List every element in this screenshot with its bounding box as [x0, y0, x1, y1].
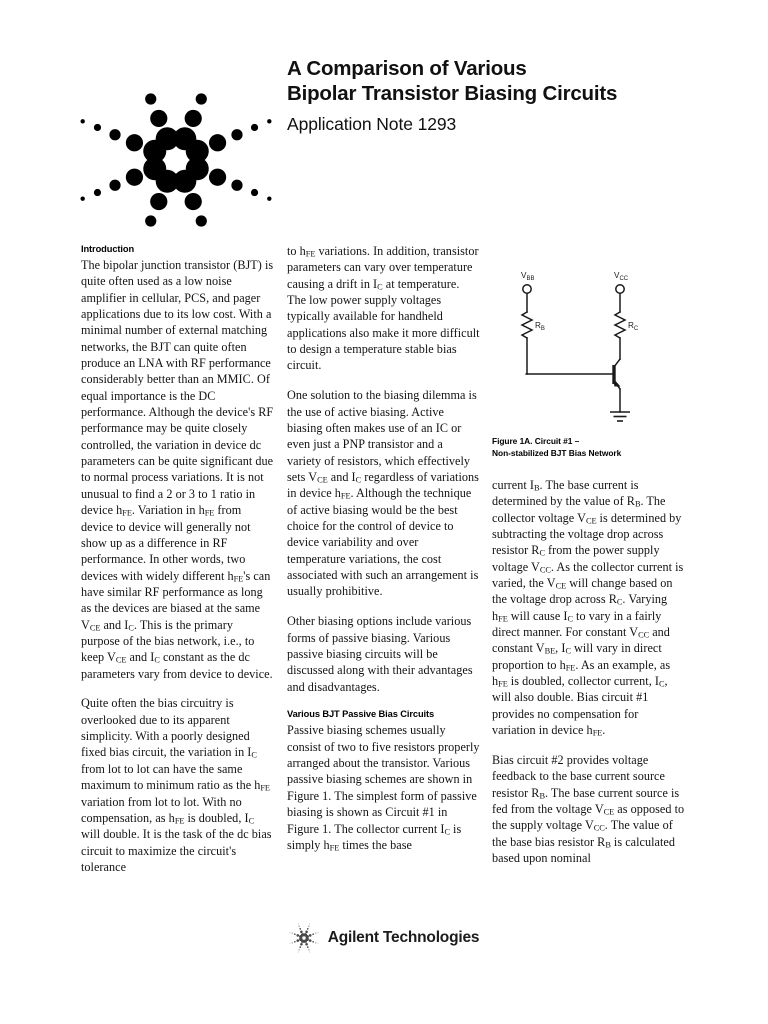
paragraph: Quite often the bias circuitry is overlooked due to its apparent simplicity. With a poorly designed fixed bias circuit, the variation in $I_C$ from lot to lot can have the same maximum to minimum ratio as the $h_{FE}$ variation from lot to lot. With no compensation, as $h_{FE}$ is doubled, $I_C$ will double. It is the task of the dc bias circuit to maximize the circuit's tolerance: [81, 696, 272, 874]
text-column-3: [492, 243, 685, 866]
title-block: [287, 56, 707, 135]
document-title-line-1: A Comparison of Various: [287, 57, 527, 80]
label-vcc: $V_{CC}$: [614, 271, 629, 282]
paragraph: The bipolar junction transistor (BJT) is quite often used as a low noise amplifier in cellular, PCS, and pager applications due to its low cost. With a minimal number of external matching networks, the BJT can quite often produce an LNA with RF performance considerably better than an MMIC. Of equal importance is the DC performance. Although the device's RF performance may be quite closely controlled, the variation in device dc parameters can be quite significant due to normal process variations. It is not unusual to find a 2 or 3 to 1 ratio in device $h_{FE}$. Variation in $h_{FE}$ from device to device will generally not show up as a difference in RF performance. In other words, two devices with widely different $h_{FE}'s$ can have similar RF performance as long as the devices are biased at the same $V_{CE}$ and $I_C$. This is the primary purpose of the bias network, i.e., to keep $V_{CE}$ and $I_C$ constant as the dc parameters vary from device to device.: [81, 258, 274, 681]
terminal-vcc-node: [616, 285, 624, 293]
paragraph: One solution to the biasing dilemma is the use of active biasing. Active biasing often makes use of an IC or even just a PNP transistor and a variety of resistors, which effectively sets $V_{CE}$ and $I_C$ regardless of variations in device $h_{FE}$. Although the technique of active biasing would be the best choice for the control of device to device variability and over temperature variations, the cost associated with such an arrangement is usually prohibitive.: [287, 388, 479, 599]
circuit-diagram-bjt-bias-network: [492, 267, 685, 433]
terminal-vbb-node: [523, 285, 531, 293]
text-column-1: [81, 243, 274, 889]
agilent-spark-logo-icon: [289, 923, 319, 953]
document-header: [0, 0, 768, 236]
paragraph: current $I_B$. The base current is determined by the value of $R_B$. The collector voltage $V_{CE}$ is determined by subtracting the voltage drop across resistor $R_C$ from the power supply voltage $V_{CC}$. As the collector current is varied, the $V_{CE}$ will change based on the voltage drop across $R_C$. Varying $h_{FE}$ will cause $I_C$ to vary in a fairly direct manner. For constant $V_{CC}$ and constant $V_{BE}$, $I_C$ will vary in direct proportion to $h_{FE}$. As an example, as $h_{FE}$ is doubled, collector current, $I_C$, will also double. Bias circuit #1 provides no compensation for variation in device $h_{FE}$.: [492, 478, 684, 738]
company-name: Agilent Technologies: [327, 929, 480, 946]
text-column-2: [287, 243, 480, 853]
resistor-rc-symbol: [615, 312, 625, 338]
paragraph: to $h_{FE}$ variations. In addition, transistor parameters can vary over temperature causing a drift in $I_C$ at temperature. The low power supply voltages typically available for handheld applications also make it more difficult to design a temperature stable bias circuit.: [287, 244, 480, 373]
ground-symbol: [610, 412, 630, 421]
figure-1a: [492, 243, 685, 477]
figure-caption-line-1: Figure 1A. Circuit #1 –: [492, 436, 580, 446]
label-vbb: $V_{BB}$: [521, 271, 535, 282]
label-rb: $R_B$: [535, 321, 545, 332]
paragraph: Bias circuit #2 provides voltage feedback to the base current source resistor $R_B$. The base current source is fed from the voltage $V_{CE}$ as opposed to the supply voltage $V_{CC}$. The value of the base bias resistor $R_B$ is calculated based upon nominal: [492, 753, 685, 866]
document-subtitle: Application Note 1293: [287, 114, 457, 134]
resistor-rb-symbol: [522, 312, 532, 338]
paragraph: Passive biasing schemes usually consist of two to five resistors properly arranged about the transistor. Various passive biasing schemes are shown in Figure 1. The simplest form of passive biasing is shown as Circuit #1 in Figure 1. The collector current $I_C$ is simply $h_{FE}$ times the base: [287, 723, 480, 853]
agilent-spark-logo-icon: [76, 86, 276, 234]
heading-introduction: Introduction: [81, 244, 135, 254]
heading-various-bjt-passive-bias-circuits: Various BJT Passive Bias Circuits: [287, 709, 435, 720]
figure-caption-line-2: Non-stabilized BJT Bias Network: [492, 448, 622, 459]
document-footer: [0, 915, 768, 961]
document-title-line-2: Bipolar Transistor Biasing Circuits: [287, 82, 618, 105]
figure-caption: [492, 435, 692, 459]
paragraph: Other biasing options include various forms of passive biasing. Various passive biasing circuits will be discussed along with their advantages and disadvantages.: [287, 614, 473, 694]
label-rc: $R_C$: [628, 321, 639, 332]
